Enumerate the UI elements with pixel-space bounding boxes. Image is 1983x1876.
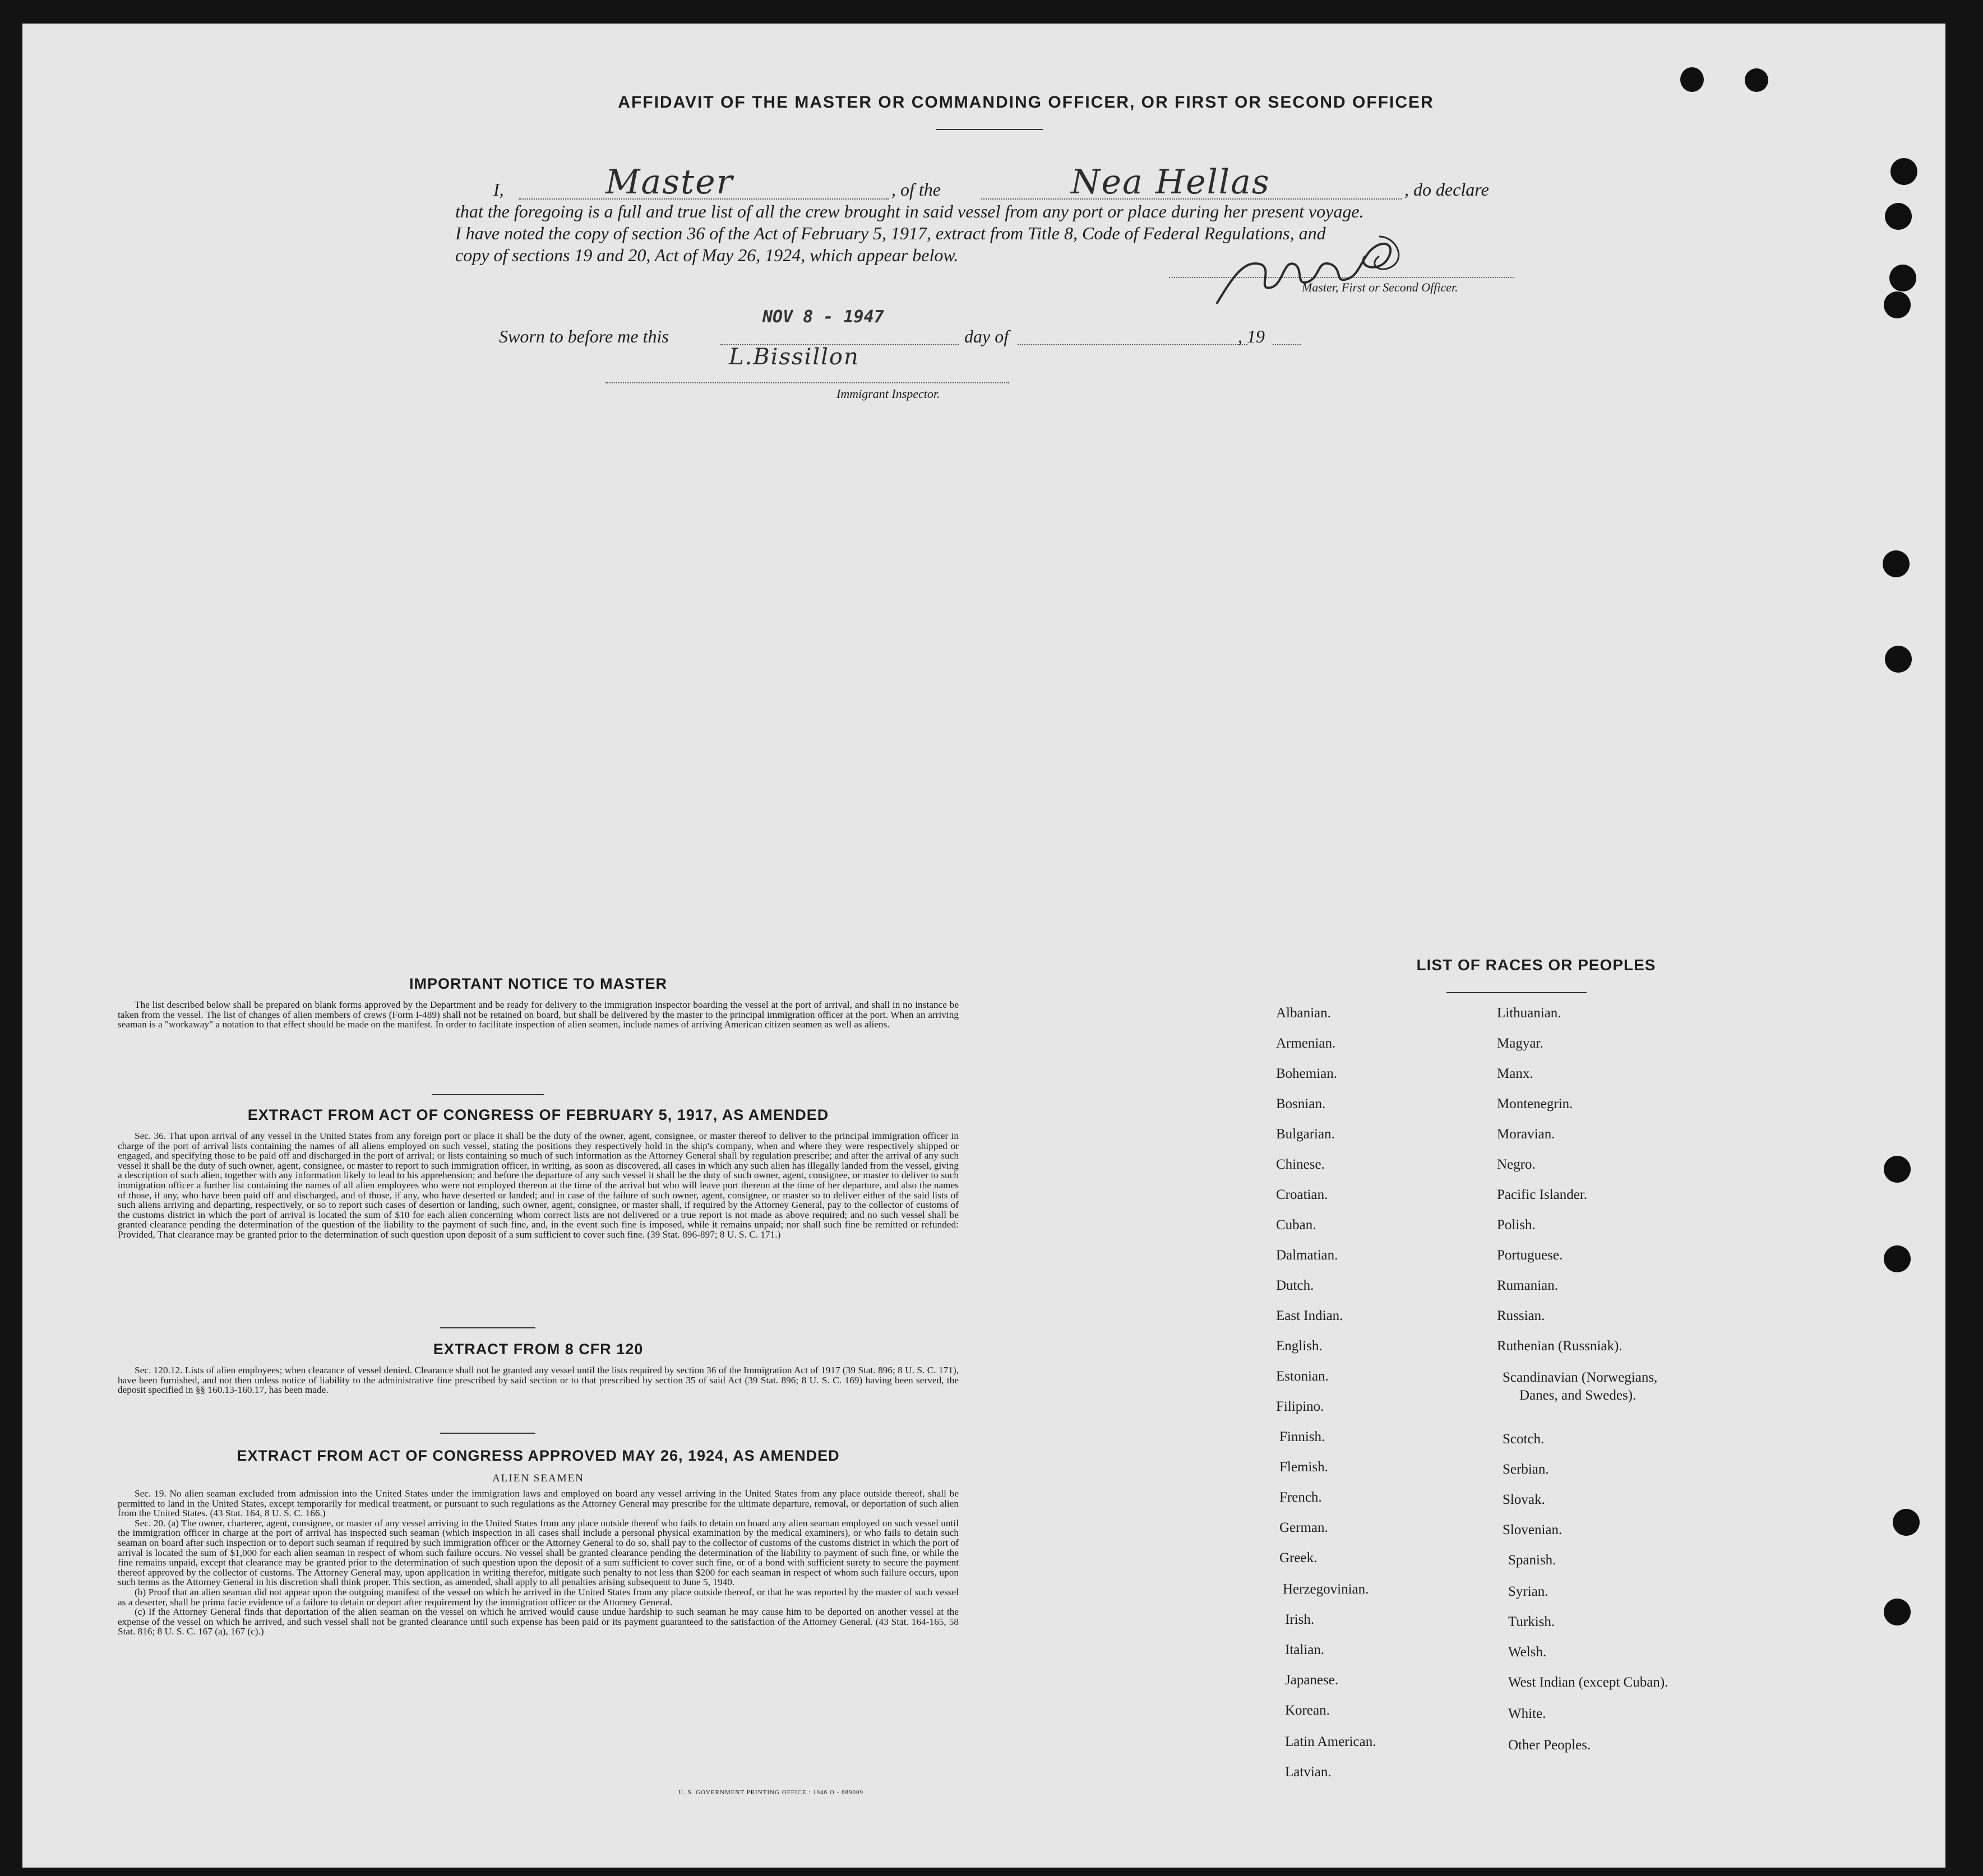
year-blank [1273, 344, 1301, 345]
race-item: Latvian. [1285, 1764, 1332, 1780]
notice-text [118, 1000, 959, 1030]
race-item: Bohemian. [1276, 1066, 1338, 1081]
inspector-signature: L.Bissillon [729, 344, 859, 370]
race-item: Serbian. [1503, 1462, 1549, 1477]
sec20a-paragraph: Sec. 20. (a) The owner, charterer, agent, consignee, or master of any vessel arriving in the United States from any place outside thereof who fails to detain on board any alien seaman employed on such vessel until the immigration officer in charge at the port of arrival has inspected such seaman (which inspection in all cases shall include a personal physical examination by the medical examiners), or who fails to detain such seaman on board after such inspection or to deport such seaman if required by such immigration officer or the Attorney General to do so, shall pay to the collector of customs of the customs district in which the port of arrival is located the sum of $1,000 for each alien seaman in respect of whom such failure occurs. No vessel shall be granted clearance pending the determination of the liability to payment of such fine, or while the fine remains unpaid, except that clearance may be granted prior to the determination of such question upon the deposit of a sum sufficient to cover such fine, or of a bond with sufficient surety to secure the payment thereof approved by the collector of customs. The Attorney General may, upon application in writing therefor, mitigate such penalty to not less than $200 for each seaman in respect of whom such failure occurs, upon such terms as the Attorney General in his discretion shall think proper. This section, as amended, shall apply to all penalties arising subsequent to June 5, 1940. [118, 1517, 959, 1588]
year-prefix: , 19 [1238, 326, 1265, 346]
race-item: Japanese. [1285, 1673, 1339, 1688]
race-item: Flemish. [1279, 1460, 1328, 1475]
title-rule [936, 129, 1043, 130]
section-rule [432, 1094, 544, 1095]
race-item: Slovenian. [1503, 1522, 1563, 1537]
race-item: Danes, and Swedes). [1519, 1388, 1637, 1403]
races-heading-rule [1446, 992, 1587, 993]
race-item: Turkish. [1508, 1614, 1555, 1629]
race-item: Lithuanian. [1497, 1006, 1561, 1021]
alien-seamen-subheading: ALIEN SEAMEN [492, 1472, 584, 1484]
form-sheet [22, 24, 1945, 1868]
master-signature-scribble [1211, 225, 1424, 309]
extract-1924-text [118, 1489, 959, 1637]
race-item: Pacific Islander. [1497, 1187, 1588, 1202]
do-declare-label: , do declare [1404, 179, 1489, 200]
punch-hole [1893, 1509, 1920, 1536]
extract-1917-heading: EXTRACT FROM ACT OF CONGRESS OF FEBRUARY 5, 1917, AS AMENDED [247, 1106, 829, 1123]
race-item: White. [1508, 1706, 1546, 1721]
race-item: Moravian. [1497, 1127, 1555, 1142]
sec20c-paragraph: (c) If the Attorney General finds that deportation of the alien seaman on the vessel on which he arrived would cause undue hardship to such seaman he may cause him to be deported on another vessel at the expense of the vessel on which he arrived, and such vessel shall not be granted clearance until such expense has been paid or its payment guaranteed to the satisfaction of the Attorney General. (43 Stat. 164-165, 58 Stat. 816; 8 U. S. C. 167 (a), 167 (c).) [118, 1606, 959, 1637]
race-item: Welsh. [1508, 1645, 1547, 1660]
race-item: Syrian. [1508, 1584, 1549, 1599]
master-signature-caption: Master, First or Second Officer. [1302, 280, 1458, 294]
inspector-signature-line [605, 382, 1009, 383]
race-item: Dalmatian. [1276, 1248, 1338, 1263]
sec36-paragraph: Sec. 36. That upon arrival of any vessel in the United States from any foreign port or place it shall be the duty of the owner, agent, consignee, or master thereof to deliver to the principal immigration officer in charge of the port of arrival lists containing the names of all aliens employed on such vessel, stating the positions they respectively hold in the ship's company, when and where they were respectively shipped or engaged, and specifying those to be paid off and discharged in the port of arrival; or lists containing so much of such information as the Attorney General shall by regulation prescribe; and after the arrival of any such vessel it shall be the duty of such owner, agent, consignee, or master to report to such immigration officer, in writing, as soon as discovered, all cases in which any such alien has illegally landed from the vessel, giving a description of such alien, together with any information likely to lead to his apprehension; and before the departure of any such vessel it shall be the duty of such owner, agent, consignee, or master to deliver to such immigration officer a further list containing the names of all alien employees who were not employed thereon at the time of the arrival but who will leave port thereon at the time of her departure, and also the names of those, if any, who have been paid off and discharged, and of those, if any, who have deserted or landed; and in case of the failure of such owner, agent, consignee, or master so to deliver either of the said lists of such aliens arriving and departing, respectively, or so to report such cases of desertion or landing, such owner, agent, consignee, or master shall, if required by the Attorney General, pay to the collector of customs of the customs district in which the port of arrival is located the sum of $10 for each alien concerning whom correct lists are not delivered or a true report is not made as above required; and no such vessel shall be granted clearance pending the determination of the question of the liability to the payment of such fine, and, in the event such fine is imposed, while it remains unpaid; nor shall such fine be remitted or refunded: Provided, That clearance may be granted prior to the determination of such question upon deposit of a sum sufficient to cover such fine. (39 Stat. 896-897; 8 U. S. C. 171.) [118, 1131, 959, 1240]
affidavit-title: AFFIDAVIT OF THE MASTER OR COMMANDING OFFICER, OR FIRST OR SECOND OFFICER [618, 93, 1434, 112]
race-item: Chinese. [1276, 1157, 1325, 1172]
race-item: Croatian. [1276, 1187, 1328, 1202]
vessel-name-handwriting: Nea Hellas [1071, 163, 1270, 202]
punch-hole [1884, 1245, 1911, 1272]
punch-hole [1884, 1156, 1911, 1183]
printer-line: U. S. GOVERNMENT PRINTING OFFICE : 1946 O - 689009 [678, 1789, 864, 1796]
race-item: Portuguese. [1497, 1248, 1563, 1263]
race-item: Scotch. [1503, 1432, 1545, 1447]
inspector-caption: Immigrant Inspector. [836, 387, 940, 401]
race-item: Montenegrin. [1497, 1096, 1573, 1111]
punch-hole [1889, 265, 1916, 291]
of-the-label: , of the [891, 179, 941, 200]
race-item: German. [1279, 1520, 1328, 1535]
extract-cfr-heading: EXTRACT FROM 8 CFR 120 [433, 1341, 644, 1358]
race-item: Magyar. [1497, 1036, 1543, 1051]
race-item: Negro. [1497, 1157, 1536, 1172]
race-item: Italian. [1285, 1642, 1325, 1657]
race-item: Spanish. [1508, 1553, 1556, 1568]
race-item: Finnish. [1279, 1429, 1325, 1444]
race-item: East Indian. [1276, 1308, 1343, 1323]
race-item: Scandinavian (Norwegians, [1503, 1370, 1658, 1385]
race-item: Estonian. [1276, 1369, 1329, 1384]
race-item: Russian. [1497, 1308, 1545, 1323]
punch-hole [1884, 1599, 1911, 1625]
race-item: Herzegovinian. [1283, 1582, 1369, 1597]
race-item: Albanian. [1276, 1006, 1331, 1021]
race-item: Korean. [1285, 1703, 1330, 1718]
race-item: Slovak. [1503, 1492, 1545, 1507]
race-item: Rumanian. [1497, 1278, 1559, 1293]
master-name-handwriting: Master [605, 163, 734, 202]
punch-hole [1745, 68, 1768, 92]
month-blank [1018, 344, 1247, 345]
extract-cfr-text [118, 1365, 959, 1395]
race-item: Bosnian. [1276, 1096, 1326, 1111]
sec120-paragraph: Sec. 120.12. Lists of alien employees; when clearance of vessel denied. Clearance shall not be granted any vessel until the lists required by section 36 of the Immigration Act of 1917 (39 Stat. 896; 8 U. S. C. 171), have been furnished, and not then unless notice of liability to the administrative fine prescribed by said section or to that prescribed by section 35 of said Act (39 Stat. 896; 8 U. S. C. 169) having been served, the deposit specified in §§ 160.13-160.17, has been made. [118, 1365, 959, 1396]
race-item: French. [1279, 1490, 1322, 1505]
affidavit-line-4: copy of sections 19 and 20, Act of May 26, 1924, which appear below. [455, 245, 959, 265]
race-item: Latin American. [1285, 1734, 1376, 1749]
i-label: I, [493, 179, 504, 200]
notice-heading: IMPORTANT NOTICE TO MASTER [409, 975, 667, 992]
notice-paragraph: The list described below shall be prepared on blank forms approved by the Department and be ready for delivery to the immigration inspector boarding the vessel at the port of arrival, and shall in no instance be taken from the vessel. The list of changes of alien members of crews (Form I-489) shall not be retained on board, but shall be delivered by the master to the principal immigration officer at the port. When an arriving seaman is a "workaway" a notation to that effect should be made on the manifest. In order to facilitate inspection of alien seamen, include names of arriving American citizen seamen as well as aliens. [118, 999, 959, 1030]
punch-hole [1885, 646, 1912, 673]
race-item: Ruthenian (Russniak). [1497, 1338, 1623, 1354]
extract-1917-text [118, 1131, 959, 1240]
punch-hole [1883, 550, 1910, 577]
punch-hole [1890, 158, 1917, 185]
race-item: Bulgarian. [1276, 1127, 1335, 1142]
day-of-label: day of [964, 326, 1009, 346]
sec19-paragraph: Sec. 19. No alien seaman excluded from admission into the United States under the immigration laws and employed on board any vessel arriving in the United States from any place outside thereof, shall be permitted to land in the United States, except temporarily for medical treatment, or pursuant to such regulations as the Attorney General may prescribe for the ultimate departure, removal, or deportation of such alien from the United States. (43 Stat. 164, 8 U. S. C. 166.) [118, 1488, 959, 1519]
sworn-label: Sworn to before me this [499, 326, 669, 346]
race-item: English. [1276, 1338, 1323, 1354]
punch-hole [1885, 203, 1912, 230]
date-stamp: NOV 8 - 1947 [762, 307, 884, 327]
race-item: Greek. [1279, 1550, 1318, 1565]
race-item: Filipino. [1276, 1399, 1324, 1414]
sworn-line [499, 304, 1340, 346]
race-item: Other Peoples. [1508, 1738, 1591, 1753]
race-item: Cuban. [1276, 1217, 1316, 1233]
extract-1924-heading: EXTRACT FROM ACT OF CONGRESS APPROVED MAY 26, 1924, AS AMENDED [237, 1447, 840, 1464]
section-rule [440, 1433, 535, 1434]
race-item: Polish. [1497, 1217, 1536, 1233]
race-item: Manx. [1497, 1066, 1533, 1081]
race-item: West Indian (except Cuban). [1508, 1675, 1668, 1690]
race-item: Armenian. [1276, 1036, 1336, 1051]
race-item: Irish. [1285, 1612, 1315, 1627]
races-heading: LIST OF RACES OR PEOPLES [1416, 956, 1656, 974]
sec20b-paragraph: (b) Proof that an alien seaman did not appear upon the outgoing manifest of the vessel on which he arrived in the United States from any place outside thereof, or that he was reported by the master of such vessel as a deserter, shall be prima facie evidence of a failure to detain or deport after requirement by the immigration officer or the Attorney General. [118, 1586, 959, 1608]
affidavit-line-2: that the foregoing is a full and true list of all the crew brought in said vessel from any port or place during her present voyage. [455, 201, 1364, 221]
punch-hole [1680, 67, 1704, 92]
section-rule [440, 1327, 535, 1328]
punch-hole [1884, 291, 1911, 318]
affidavit-line-3: I have noted the copy of section 36 of the Act of February 5, 1917, extract from Title 8, Code of Federal Regulations, and [455, 223, 1326, 243]
race-item: Dutch. [1276, 1278, 1314, 1293]
